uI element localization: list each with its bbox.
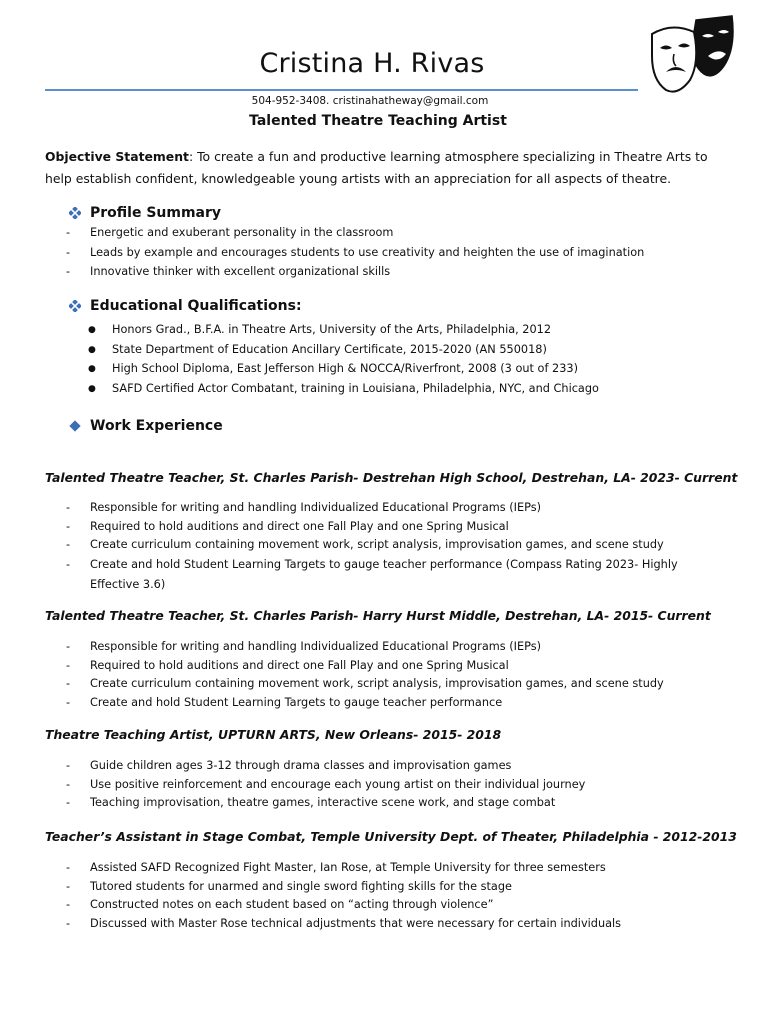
list-item: - Teaching improvisation, theatre games, interactive scene work, and stage combat	[66, 794, 726, 813]
list-item: - Energetic and exuberant personality in the classroom	[66, 223, 726, 243]
list-item: - Discussed with Master Rose technical adjustments that were necessary for certain individuals	[66, 915, 726, 934]
list-item: - Constructed notes on each student based on “acting through violence”	[66, 896, 726, 915]
list-item: - Responsible for writing and handling Individualized Educational Programs (IEPs)	[66, 499, 726, 518]
header-rule	[45, 89, 638, 91]
list-item: - Assisted SAFD Recognized Fight Master, Ian Rose, at Temple University for three semesters	[66, 859, 726, 878]
job-title: Theatre Teaching Artist, UPTURN ARTS, New Orleans- 2015- 2018	[45, 727, 502, 742]
list-item: ● State Department of Education Ancillary Certificate, 2015-2020 (AN 550018)	[66, 340, 726, 360]
section-education-title: Educational Qualifications:	[90, 298, 302, 314]
objective-text: : To create a fun and productive learning atmosphere specializing in Theatre Arts to help establish confident, knowledgeable young artists with an appreciation for all aspects of theatre.	[45, 149, 708, 186]
list-item: ● Honors Grad., B.F.A. in Theatre Arts, University of the Arts, Philadelphia, 2012	[66, 320, 726, 340]
section-profile-title: Profile Summary	[90, 205, 222, 221]
list-item: - Innovative thinker with excellent organizational skills	[66, 262, 726, 282]
list-item: - Create and hold Student Learning Targets to gauge teacher performance (Compass Rating 2023- Highly Effective 3.6)	[66, 555, 726, 595]
objective-statement	[45, 146, 725, 190]
list-item: - Use positive reinforcement and encourage each young artist on their individual journey	[66, 776, 726, 795]
resume-name: Cristina H. Rivas	[259, 48, 485, 79]
section-profile-heading	[66, 203, 221, 223]
four-diamond-bullet-icon	[66, 300, 84, 312]
list-item: - Create curriculum containing movement work, script analysis, improvisation games, and scene study	[66, 536, 726, 555]
theatre-masks-icon	[648, 14, 736, 98]
list-item: - Create curriculum containing movement work, script analysis, improvisation games, and scene study	[66, 675, 726, 694]
contact-line: 504-952-3408. cristinahatheway@gmail.com	[251, 95, 489, 107]
list-item: - Create and hold Student Learning Targets to gauge teacher performance	[66, 694, 726, 713]
job-duties-list	[66, 859, 726, 934]
job-title: Talented Theatre Teacher, St. Charles Parish- Destrehan High School, Destrehan, LA- 2023- Current	[45, 470, 738, 485]
job-duties-list	[66, 638, 726, 713]
list-item: - Responsible for writing and handling Individualized Educational Programs (IEPs)	[66, 638, 726, 657]
list-item: - Required to hold auditions and direct one Fall Play and one Spring Musical	[66, 518, 726, 537]
profile-list	[66, 223, 726, 282]
job-title: Teacher’s Assistant in Stage Combat, Temple University Dept. of Theater, Philadelphia - 2012-2013	[45, 829, 737, 844]
section-education-heading	[66, 296, 302, 316]
list-item: - Leads by example and encourages students to use creativity and heighten the use of imagination	[66, 243, 726, 263]
list-item: ● SAFD Certified Actor Combatant, training in Louisiana, Philadelphia, NYC, and Chicago	[66, 379, 726, 399]
list-item: - Guide children ages 3-12 through drama classes and improvisation games	[66, 757, 726, 776]
tagline: Talented Theatre Teaching Artist	[249, 113, 507, 129]
job-duties-list	[66, 757, 726, 813]
list-item: - Tutored students for unarmed and single sword fighting skills for the stage	[66, 878, 726, 897]
job-duties-list	[66, 499, 726, 595]
four-diamond-bullet-icon	[66, 207, 84, 219]
section-work-title: Work Experience	[90, 418, 223, 434]
list-item: ● High School Diploma, East Jefferson High & NOCCA/Riverfront, 2008 (3 out of 233)	[66, 359, 726, 379]
section-work-heading	[66, 416, 223, 436]
list-item: - Required to hold auditions and direct one Fall Play and one Spring Musical	[66, 657, 726, 676]
objective-label: Objective Statement	[45, 149, 189, 164]
diamond-bullet-icon	[66, 419, 84, 433]
education-list	[66, 320, 726, 398]
job-title: Talented Theatre Teacher, St. Charles Parish- Harry Hurst Middle, Destrehan, LA- 2015- Current	[45, 608, 711, 623]
